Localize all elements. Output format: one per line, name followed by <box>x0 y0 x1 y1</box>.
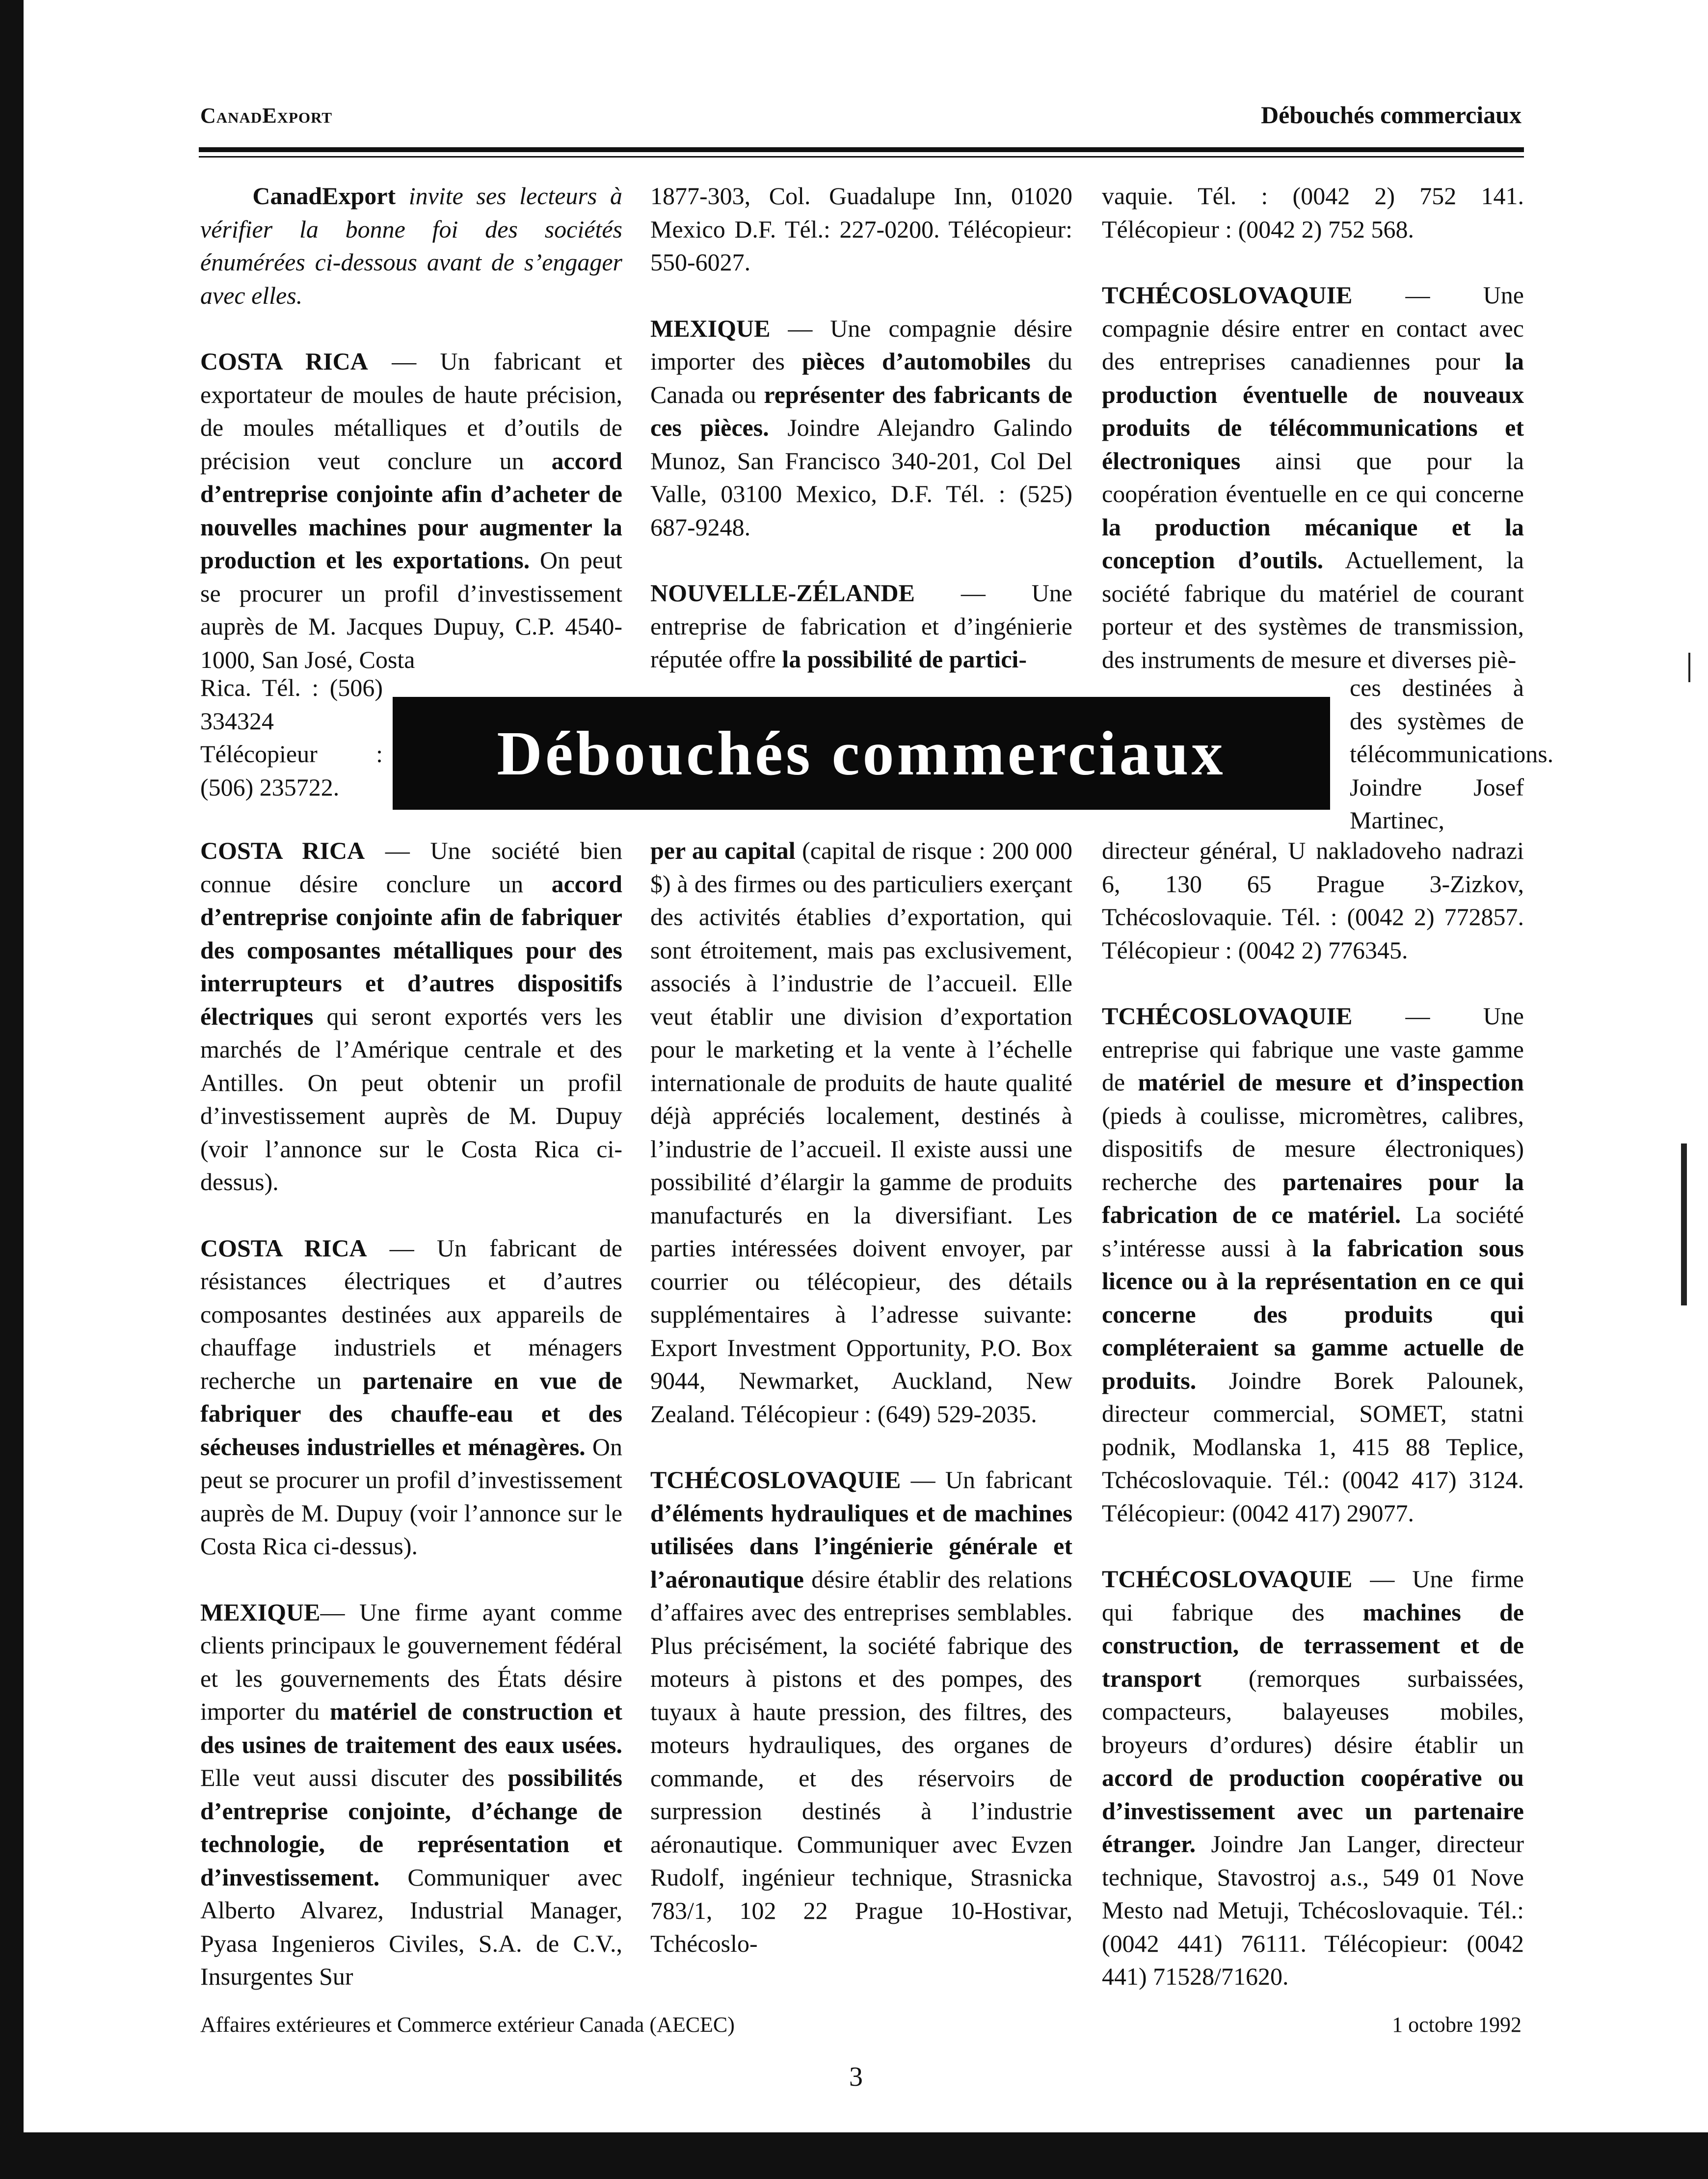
listing-highlight: la production mécanique et la conception d’outils. <box>1102 513 1524 574</box>
listing-text: désire établir des relations d’affaires avec des entreprises semblables. Plus précisément, la société fabrique des moteurs à pistons et des pompes, des tuyaux à haute pression, des filtres, des moteurs hydrauliques, des organes de commande, et des réservoirs de surpression destinés à l’industrie aéronautique. Communiquer avec Evzen Rudolf, ingénieur technique, Strasnicka 783/1, 102 22 Prague 10-Hostivar, Tchécoslo- <box>650 1565 1072 1957</box>
running-header-left: CanadExport <box>200 104 333 128</box>
listing-tchecoslovaquie-1 <box>650 1463 1072 1961</box>
listing-tchecoslovaquie-3 <box>1102 1000 1524 1530</box>
column-2-top <box>650 180 1072 676</box>
listing-highlight: la possibilité de partici- <box>782 645 1027 673</box>
running-header-right: Débouchés commerciaux <box>1261 101 1521 129</box>
listing-text: La société s’intéresse aussi à <box>1102 1201 1524 1262</box>
country-heading: COSTA RICA <box>200 347 368 375</box>
header-rule-thin <box>199 156 1524 158</box>
listing-text: ainsi que pour la coopération éventuelle en ce qui concerne <box>1102 447 1524 507</box>
footer-date: 1 octobre 1992 <box>1392 2013 1521 2037</box>
scan-right-tick <box>1688 653 1690 682</box>
listing-mexique-1 <box>200 1596 622 1993</box>
intro-text: invite ses lecteurs à vérifier la bonne foi des sociétés énumérées ci-dessous avant de s’engager avec elles. <box>200 182 622 309</box>
listing-tchecoslovaquie-4 <box>1102 1563 1524 1993</box>
country-heading: COSTA RICA <box>200 1234 367 1262</box>
listing-highlight: machines de construction, de terrassement et de transport <box>1102 1598 1524 1692</box>
listing-highlight: matériel de construction et des usines de traitement des eaux usées. <box>200 1698 623 1758</box>
listing-mexique-2 <box>650 312 1072 544</box>
scan-left-border <box>0 0 24 2179</box>
listing-highlight: matériel de mesure et d’inspection <box>1138 1068 1524 1096</box>
listing-highlight: d’éléments hydrauliques et de machines utilisées dans l’ingénierie générale et l’aéronautique <box>650 1499 1072 1593</box>
listing-costa-rica-1 <box>200 345 622 676</box>
intro-paragraph <box>200 180 622 312</box>
listing-highlight: accord d’entreprise conjointe afin de fabriquer des composantes métalliques pour des interrupteurs et d’autres dispositifs électriques <box>200 870 622 1030</box>
listing-text: ces destinées à des systèmes de télécommunications. Joindre Josef Martinec, <box>1350 674 1554 834</box>
listing-text: — Une entreprise de fabrication et d’ingénierie réputée offre <box>650 579 1072 673</box>
listing-text: du Canada ou <box>650 347 1072 408</box>
listing-text: — Une firme ayant comme clients principaux le gouvernement fédéral et les gouvernements des États désire importer du <box>200 1598 622 1725</box>
listing-continuation: 1877-303, Col. Guadalupe Inn, 01020 Mexico D.F. Tél.: 227-0200. Télécopieur: 550-6027. <box>650 182 1072 276</box>
country-heading: TCHÉCOSLOVAQUIE <box>650 1466 901 1493</box>
listing-text: Elle veut aussi discuter des <box>200 1764 508 1791</box>
column-3-wrap <box>1350 671 1554 837</box>
column-1-bottom <box>200 834 622 1993</box>
listing-text: On peut se procurer un profil d’investissement auprès de M. Dupuy (voir l’annonce sur le Costa Rica ci-dessus). <box>200 1433 622 1560</box>
listing-text: — Une compagnie désire entrer en contact avec des entreprises canadiennes pour <box>1102 281 1524 375</box>
listing-highlight: la fabrication sous licence ou à la représentation en ce qui concerne des produits qui compléteraient sa gamme actuelle de produits. <box>1102 1234 1524 1394</box>
listing-text: — Un fabricant de résistances électriques et d’autres composantes destinées aux appareils de chauffage industriels et ménagers recherche un <box>200 1234 622 1394</box>
listing-tchecoslovaquie-2 <box>1102 279 1524 676</box>
listing-text: (pieds à coulisse, micromètres, calibres, dispositifs de mesure électroniques) recherche des <box>1102 1101 1524 1196</box>
country-heading: NOUVELLE-ZÉLANDE <box>650 579 915 607</box>
listing-text: qui seront exportés vers les marchés de l’Amérique centrale et des Antilles. On peut obtenir un profil d’investissement auprès de M. Dupuy (voir l’annonce sur le Costa Rica ci-dessus). <box>200 1002 622 1196</box>
listing-contact: Rica. Tél. : (506) 334324 Télécopieur : (506) 235722. <box>200 674 383 801</box>
listing-highlight: accord d’entreprise conjointe afin d’acheter de nouvelles machines pour augmenter la production et les exportations. <box>200 447 622 574</box>
listing-highlight: accord de production coopérative ou d’investissement avec un partenaire étranger. <box>1102 1764 1524 1858</box>
listing-text: — Une firme qui fabrique des <box>1102 1565 1524 1626</box>
listing-text: — Une entreprise qui fabrique une vaste gamme de <box>1102 1002 1524 1096</box>
listing-text: — Un fabricant et exportateur de moules de haute précision, de moules métalliques et d’outils de précision veut conclure un <box>200 347 622 475</box>
listing-highlight: partenaires pour la fabrication de ce matériel. <box>1102 1168 1524 1228</box>
listing-highlight: représenter des fabricants de ces pièces. <box>650 380 1072 441</box>
column-1-wrap <box>200 671 383 804</box>
listing-highlight: possibilités d’entreprise conjointe, d’échange de technologie, de représentation et d’investissement. <box>200 1764 622 1891</box>
listing-costa-rica-3 <box>200 1232 622 1563</box>
column-3-bottom <box>1102 834 1524 1993</box>
column-3-top <box>1102 180 1524 676</box>
listing-text: — Une compagnie désire importer des <box>650 314 1072 375</box>
scan-bottom-border <box>0 2132 1708 2179</box>
country-heading: MEXIQUE <box>650 314 771 342</box>
listing-highlight: partenaire en vue de fabriquer des chauffe-eau et des sécheuses industrielles et ménagères. <box>200 1366 622 1461</box>
country-heading: MEXIQUE <box>200 1598 320 1626</box>
listing-text: Joindre Jan Langer, directeur technique, Stavostroj a.s., 549 01 Nove Mesto nad Metuji, Tchécoslovaquie. Tél.: (0042 441) 76111. Télécopieur: (0042 441) 71528/71620. <box>1102 1830 1524 1990</box>
listing-text: Communiquer avec Alberto Alvarez, Industrial Manager, Pyasa Ingenieros Civiles, S.A. de C.V., Insurgentes Sur <box>200 1863 622 1990</box>
listing-highlight: per au capital <box>650 837 796 864</box>
listing-continuation: vaquie. Tél. : (0042 2) 752 141. Télécopieur : (0042 2) 752 568. <box>1102 182 1524 243</box>
listing-text: On peut se procurer un profil d’investissement auprès de M. Jacques Dupuy, C.P. 4540-1000, San José, Costa <box>200 546 622 673</box>
listing-text: Actuellement, la société fabrique du matériel de courant porteur et des systèmes de transmission, des instruments de mesure et diverses piè- <box>1102 546 1524 673</box>
country-heading: TCHÉCOSLOVAQUIE <box>1102 281 1353 309</box>
country-heading: TCHÉCOSLOVAQUIE <box>1102 1002 1353 1030</box>
listing-text: Joindre Borek Palounek, directeur commercial, SOMET, statni podnik, Modlanska 1, 415 88 Teplice, Tchécoslovaquie. Tél.: (0042 417) 3124. Télécopieur: (0042 417) 29077. <box>1102 1366 1524 1527</box>
country-heading: COSTA RICA <box>200 837 365 864</box>
listing-nouvelle-zelande-cont <box>650 834 1072 1431</box>
listing-text: — Un fabricant <box>901 1466 1072 1493</box>
footer-publisher: Affaires extérieures et Commerce extérieur Canada (AECEC) <box>200 2013 735 2037</box>
listing-nouvelle-zelande <box>650 577 1072 676</box>
column-2-bottom <box>650 834 1072 1961</box>
listing-text: — Une société bien connue désire conclure un <box>200 837 622 898</box>
column-1-top <box>200 180 622 676</box>
scan-right-mark <box>1681 1143 1687 1305</box>
intro-brand: CanadExport <box>252 182 396 210</box>
header-rule-thick <box>199 147 1524 152</box>
listing-text: (capital de risque : 200 000 $) à des firmes ou des particuliers exerçant des activités établies d’exportation, qui sont étroitement, mais pas exclusivement, associés à l’industrie de l’accueil. Elle veut établir une division d’exportation pour le marketing et la vente à l’échelle internationale de produits de haute qualité déjà appréciés localement, destinés à l’industrie de l’accueil. Il existe aussi une possibilité d’élargir la gamme de produits manufacturés en la diversifiant. Les parties intéressées doivent envoyer, par courrier ou télécopieur, des détails supplémentaires à l’adresse suivante: Export Investment Opportunity, P.O. Box 9044, Newmarket, Auckland, New Zealand. Télécopieur : (649) 529-2035. <box>650 837 1072 1428</box>
listing-text: Joindre Alejandro Galindo Munoz, San Francisco 340-201, Col Del Valle, 03100 Mexico, D.F. Tél. : (525) 687-9248. <box>650 414 1072 541</box>
section-banner: Débouchés commerciaux <box>393 697 1330 810</box>
listing-highlight: pièces d’automobiles <box>802 347 1031 375</box>
listing-costa-rica-2 <box>200 834 622 1199</box>
listing-text: (remorques surbaissées, compacteurs, balayeuses mobiles, broyeurs d’ordures) désire établir un <box>1102 1664 1524 1758</box>
listing-highlight: la production éventuelle de nouveaux produits de télécommunications et électroniques <box>1102 347 1524 475</box>
country-heading: TCHÉCOSLOVAQUIE <box>1102 1565 1353 1593</box>
listing-contact: directeur général, U nakladoveho nadrazi 6, 130 65 Prague 3-Zizkov, Tchécoslovaquie. Tél. : (0042 2) 772857. Télécopieur : (0042 2) 776345. <box>1102 837 1524 964</box>
page-number: 3 <box>849 2062 863 2092</box>
